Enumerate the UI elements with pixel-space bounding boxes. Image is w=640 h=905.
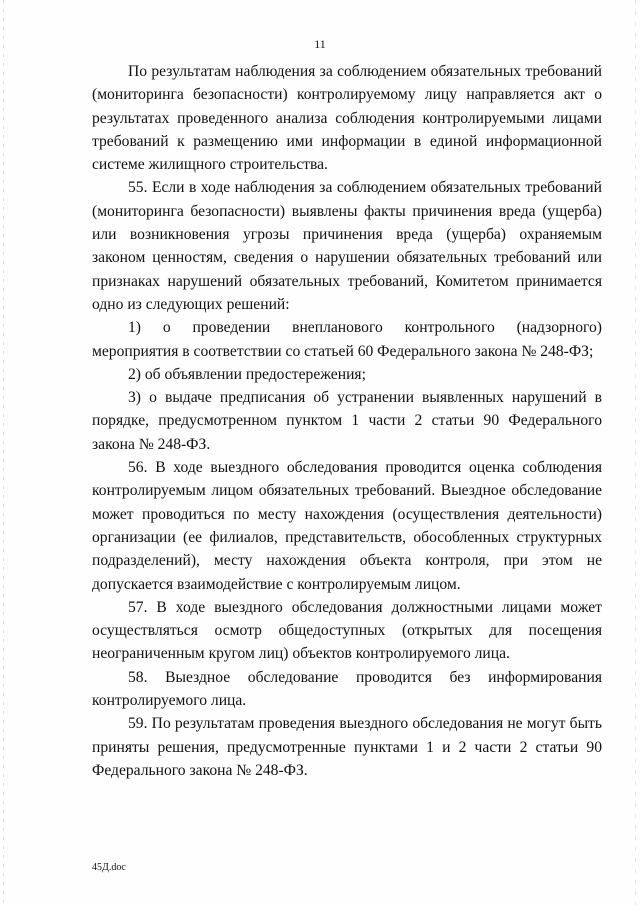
scan-edge-left	[3, 0, 4, 905]
paragraph-57: 57. В ходе выездного обследования должностными лицами может осуществляться осмотр общедоступных (открытых для посещения неограниченным кругом лиц) объектов контролируемого лица.	[92, 598, 602, 663]
document-body	[92, 60, 602, 782]
paragraph-56: 56. В ходе выездного обследования проводится оценка соблюдения контролируемым лицом обязательных требований. Выездное обследование может проводиться по месту нахождения (осуществления деятельности) организации (ее филиалов, представительств, обособленных структурных подразделений), месту нахождения объекта контроля, при этом не допускается взаимодействие с контролируемым лицом.	[92, 459, 602, 593]
paragraph-58: 58. Выездное обследование проводится без информирования контролируемого лица.	[92, 668, 602, 710]
paragraph-monitoring-act: По результатам наблюдения за соблюдением обязательных требований (мониторинга безопасности) контролируемому лицу направляется акт о результатах проведенного анализа соблюдения контролируемыми лицами требований к размещению ими информации в единой информационной системе жилищного строительства.	[92, 63, 602, 174]
page-number: 11	[314, 37, 326, 51]
paragraph-55: 55. Если в ходе наблюдения за соблюдением обязательных требований (мониторинга безопасности) выявлены факты причинения вреда (ущерба) или возникновения угрозы причинения вреда (ущерба) охраняемым законом ценностям, сведения о нарушении обязательных требований или признаках нарушений обязательных требований, Комитетом принимается одно из следующих решений:	[92, 179, 602, 313]
paragraph-59: 59. По результатам проведения выездного обследования не могут быть приняты решения, предусмотренные пунктами 1 и 2 части 2 статьи 90 Федерального закона № 248-ФЗ.	[92, 715, 602, 779]
paragraph-55-item-2: 2) об объявлении предостережения;	[128, 365, 366, 383]
paragraph-55-item-3: 3) о выдаче предписания об устранении выявленных нарушений в порядке, предусмотренном пунктом 1 части 2 статьи 90 Федерального закона № 248-ФЗ.	[92, 389, 602, 453]
footer-filename: 45Д.doc	[92, 862, 126, 873]
scan-edge-right	[635, 0, 636, 905]
paragraph-55-item-1: 1) о проведении внепланового контрольного (надзорного) мероприятия в соответствии со статьей 60 Федерального закона № 248-ФЗ;	[92, 319, 602, 360]
